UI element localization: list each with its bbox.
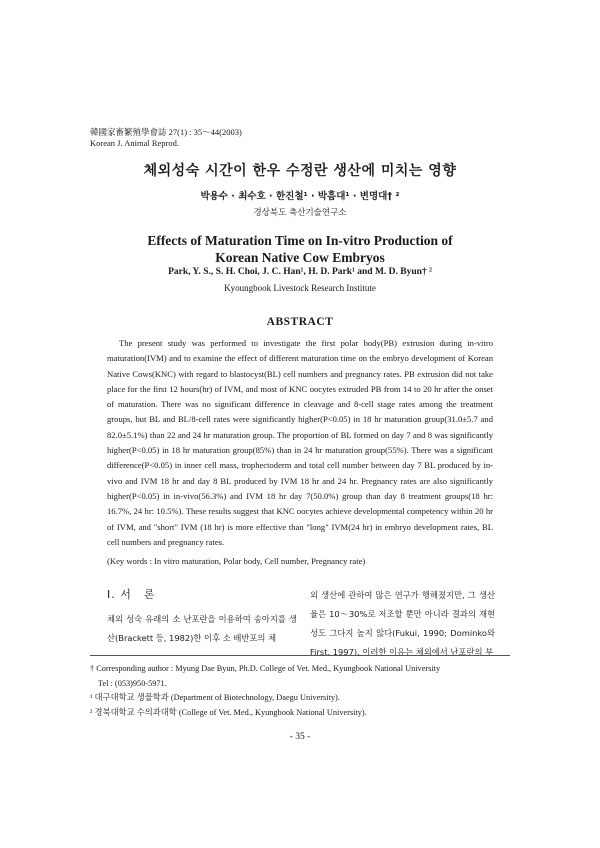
body-text-right: 외 생산에 관하여 많은 연구가 행해졌지만, 그 생산율은 10～30%로 저조할 뿐만 아니라 결과의 재현성도 그다지 높지 않다(Fukui, 1990; Dominko와 First, 1997). 이러한 이유는 체외에서 난포란의 부 [310,590,495,657]
abstract-heading: ABSTRACT [266,316,334,328]
footnote-affiliation-2: ² 경북대학교 수의과대학 (College of Vet. Med., Kyungbook National University). [90,707,367,717]
title-english [0,232,600,266]
journal-line-1: 韓國家畜繁殖學會誌 27(1) : 35～44(2003) [90,127,242,137]
abstract-text: The present study was performed to investigate the first polar body(PB) extrusion during in-vitro maturation(IVM) and to examine the effect of different maturation time on the embryo development of Korean Native Cows(KNC) with regard to blastocyst(BL) cell numbers and pregnancy rates. PB extrusion did not take place for the first 12 hours(hr) of IVM, and most of KNC oocytes extruded PB from 14 to 20 hr after the onset of maturation. There was no significant difference in cleavage and 8-cell stage rates among the treatment groups, but BL and BL/8-cell rates were significantly higher(P<0.05) in 18 hr maturation group(31.0±5.7 and 82.0±5.1%) than 22 and 24 hr maturation group. The proportion of BL formed on day 7 and 8 was significantly higher(P<0.05) in 18 hr maturation group(85%) than in 24 hr maturation group(55%). There was a significant difference(P<0.05) in inner cell mass, trophectoderm and total cell number between day 7 BL produced by in-vivo and IVM 18 hr and day 8 BL produced by IVM 18 hr and 24 hr. Pregnancy rates are also significantly higher(P<0.05) in in-vivo(56.3%) and IVM 18 hr day 7(50.0%) group than day 8 treatment groups(18 hr: 16.7%, 24 hr: 10.5%). These results suggest that KNC oocytes achieve developmental competency within 20 hr of IVM, and "short" IVM (18 hr) is more effective than "long" IVM(24 hr) in embryo development rates, BL cell numbers and pregnancy rates. [107,338,493,547]
footnote-affiliation-1: ¹ 대구대학교 생물학과 (Department of Biotechnology, Daegu University). [90,693,340,702]
journal-citation [90,127,242,149]
body-text-left: 체외 성숙 유래의 소 난포란을 이용하여 송아지를 생산(Brackett 등, 1982)한 이후 소 배반포의 체 [107,614,297,643]
authors-korean: 박용수 · 최수호 · 한진철¹ · 박흠대¹ · 변명대† ² [200,191,400,202]
body-column-left [107,586,297,648]
title-korean: 체외성숙 시간이 한우 수정란 생산에 미치는 영향 [143,163,457,179]
section-heading-introduction: Ⅰ. 서 론 [107,588,156,601]
abstract-body [107,336,493,550]
footnote-telephone: Tel : (053)950-5971. [98,678,167,688]
body-column-right [310,586,495,662]
footnote-corresponding-author: † Corresponding author : Myung Dae Byun, Ph.D. College of Vet. Med., Kyungbook National University [90,664,441,673]
title-english-line-2: Korean Native Cow Embryos [215,250,385,265]
affiliation-english: Kyoungbook Livestock Research Institute [224,283,376,293]
page-number: - 35 - [289,732,311,742]
footnote-divider [90,655,510,656]
footnotes [90,662,510,720]
journal-line-2: Korean J. Animal Reprod. [90,138,179,148]
keywords: (Key words : In vitro maturation, Polar body, Cell number, Pregnancy rate) [107,556,366,566]
authors-english: Park, Y. S., S. H. Choi, J. C. Han¹, H. D. Park¹ and M. D. Byun† ² [168,267,432,277]
affiliation-korean: 경상북도 축산기술연구소 [253,208,347,218]
title-english-line-1: Effects of Maturation Time on In-vitro Production of [147,233,453,248]
